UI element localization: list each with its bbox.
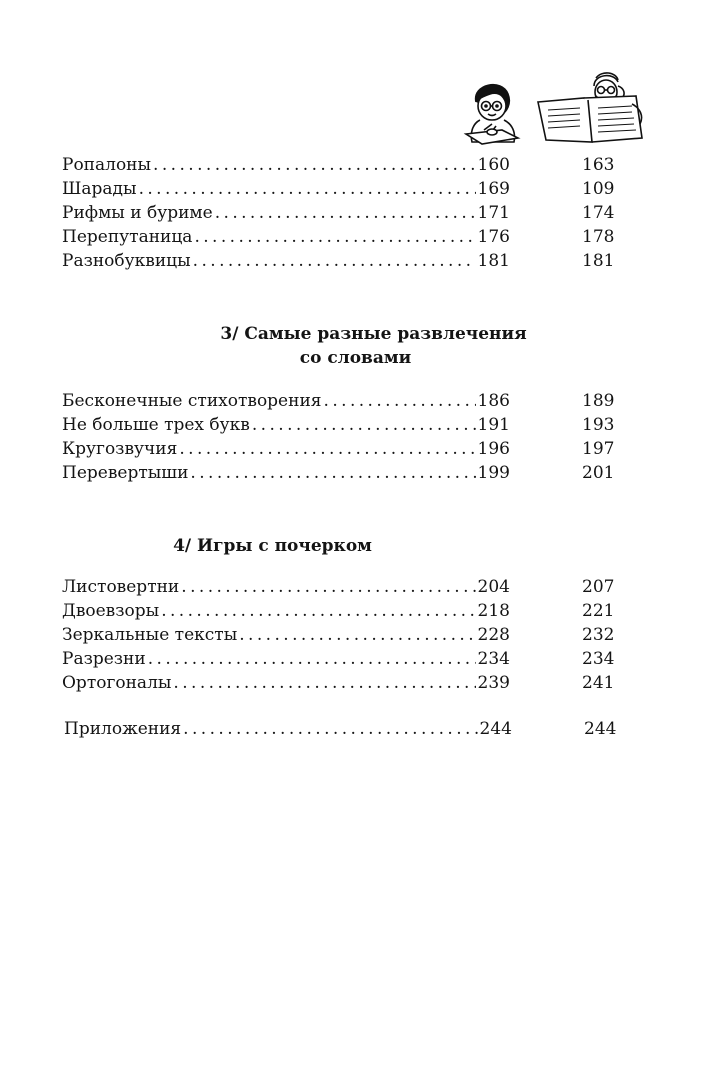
- toc-entry[interactable]: [62, 389, 622, 413]
- entry-page: 244: [479, 719, 512, 739]
- toc-entry[interactable]: [62, 225, 622, 249]
- entry-title: Приложения: [64, 719, 182, 739]
- entry-page-alt: 174: [582, 203, 615, 223]
- entry-title: Разнобуквицы: [62, 251, 191, 271]
- toc-section-4: [62, 575, 622, 695]
- toc-entry[interactable]: [62, 671, 622, 695]
- entry-page-alt: 178: [582, 227, 615, 247]
- entry-page: 181: [477, 251, 510, 271]
- entry-title: Ропалоны: [62, 155, 152, 175]
- entry-page-alt: 241: [582, 673, 615, 693]
- entry-page-alt: 207: [582, 577, 615, 597]
- entry-title: Разрезни: [62, 649, 146, 669]
- entry-page-alt: 232: [582, 625, 615, 645]
- toc-block-1: [62, 153, 622, 273]
- entry-title: Перепутаница: [62, 227, 193, 247]
- entry-page: 218: [477, 601, 510, 621]
- entry-title: Шарады: [62, 179, 137, 199]
- entry-page: 171: [477, 203, 510, 223]
- entry-title: Кругозвучия: [62, 439, 178, 459]
- entry-title: Бесконечные стихотворения: [62, 391, 322, 411]
- toc-entry[interactable]: [62, 647, 622, 671]
- section-3-title-line-1: 3/ Самые разные развлечения: [220, 324, 527, 344]
- section-3-title: [0, 322, 614, 370]
- entry-page-alt: 193: [582, 415, 615, 435]
- entry-page-alt: 221: [582, 601, 615, 621]
- toc-entry[interactable]: [62, 177, 622, 201]
- toc-entry[interactable]: [62, 623, 622, 647]
- section-4-title: [0, 534, 711, 558]
- entry-page: 176: [477, 227, 510, 247]
- entry-title: Зеркальные тексты: [62, 625, 238, 645]
- entry-title: Перевертыши: [62, 463, 189, 483]
- entry-page-alt: 163: [582, 155, 615, 175]
- entry-title: Ортогоналы: [62, 673, 172, 693]
- toc-appendix: [64, 717, 624, 741]
- entry-page-alt: 244: [584, 719, 617, 739]
- toc-entry[interactable]: [62, 153, 622, 177]
- entry-page: 196: [477, 439, 510, 459]
- section-4-title-line: 4/ Игры с почерком: [173, 536, 372, 556]
- entry-page: 160: [477, 155, 510, 175]
- entry-page: 204: [477, 577, 510, 597]
- entry-page-alt: 109: [582, 179, 615, 199]
- entry-page-alt: 181: [582, 251, 615, 271]
- toc-entry[interactable]: [62, 437, 622, 461]
- entry-title: Рифмы и буриме: [62, 203, 213, 223]
- toc-entry[interactable]: [62, 575, 622, 599]
- toc-section-3: [62, 389, 622, 485]
- entry-page-alt: 201: [582, 463, 615, 483]
- entry-title: Двоевзоры: [62, 601, 160, 621]
- toc-entry[interactable]: [62, 461, 622, 485]
- entry-page: 199: [477, 463, 510, 483]
- entry-page: 234: [477, 649, 510, 669]
- toc-entry[interactable]: [62, 201, 622, 225]
- child-writing-illustration: [462, 76, 524, 146]
- entry-page: 169: [477, 179, 510, 199]
- toc-entry[interactable]: [62, 599, 622, 623]
- entry-page-alt: 197: [582, 439, 615, 459]
- entry-page: 228: [477, 625, 510, 645]
- entry-page-alt: 189: [582, 391, 615, 411]
- entry-title: Не больше трех букв: [62, 415, 250, 435]
- entry-title: Листовертни: [62, 577, 180, 597]
- entry-page-alt: 234: [582, 649, 615, 669]
- toc-entry-appendix[interactable]: [64, 717, 624, 741]
- toc-entry[interactable]: [62, 413, 622, 437]
- man-reading-newspaper-illustration: [536, 68, 646, 148]
- section-3-title-line-2: со словами: [299, 348, 412, 368]
- entry-page: 186: [477, 391, 510, 411]
- toc-entry[interactable]: [62, 249, 622, 273]
- entry-page: 191: [477, 415, 510, 435]
- entry-page: 239: [477, 673, 510, 693]
